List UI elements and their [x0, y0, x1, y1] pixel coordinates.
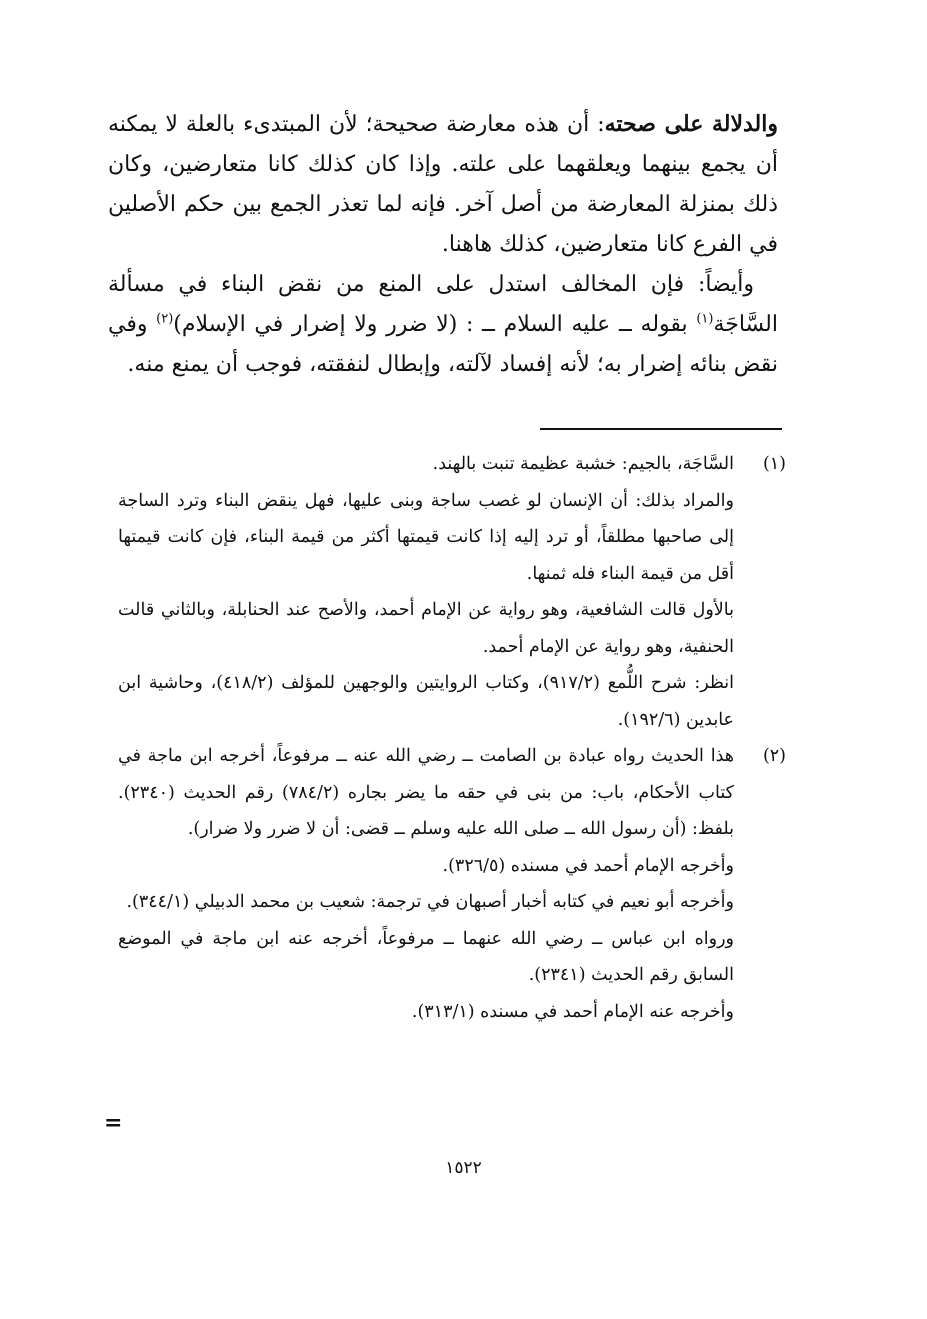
continuation-mark: =: [104, 1110, 123, 1136]
footnote-separator: [540, 428, 782, 430]
footnote-2: [118, 738, 786, 1030]
footnote-2-paragraph: وأخرجه عنه الإمام أحمد في مسنده (٣١٣/١).: [411, 1001, 734, 1022]
footnote-1-paragraph: والمراد بذلك: أن الإنسان لو غصب ساجة وبنى عليها، فهل ينقض البناء وترد الساجة إلى صاحبها مطلقاً، أو ترد إليه إذا كانت قيمتها أكثر من قيمة البناء، فإن كانت قيمتها أقل من قيمة البناء فله ثمنها.: [118, 490, 734, 584]
footnote-1-number: (١): [762, 454, 786, 474]
paragraph-2-text-a: وأيضاً: فإن المخالف استدل على المنع من نقض البناء في مسألة السَّاجَة: [108, 272, 778, 337]
page-number: ١٥٢٢: [445, 1158, 482, 1178]
footnote-1-paragraph: السَّاجَة، بالجيم: خشبة عظيمة تنبت بالهند.: [432, 454, 734, 474]
footnote-1: [118, 446, 786, 738]
paragraph-2-text-c: وفي نقض بنائه إضرار به؛ لأنه إفساد لآلته، وإبطال لنفقته، فوجب أن يمنع منه.: [108, 312, 778, 377]
paragraph-2-text-b: بقوله ــ عليه السلام ــ : (لا ضرر ولا إضرار في الإسلام): [173, 312, 697, 337]
footnote-1-paragraph: بالأول قالت الشافعية، وهو رواية عن الإمام أحمد، والأصح عند الحنابلة، وبالثاني قالت الحنفية، وهو رواية عن الإمام أحمد.: [118, 600, 734, 657]
paragraph-1-text: : أن هذه معارضة صحيحة؛ لأن المبتدىء بالعلة لا يمكنه أن يجمع بينهما ويعلقهما على علته. وإذا كان كذلك كانا متعارضين، وكان ذلك بمنزلة المعارضة من أصل آخر. فإنه لما تعذر الجمع بين حكم الأصلين في الفرع كانا متعارضين، كذلك هاهنا.: [108, 112, 778, 257]
paragraph-1-heading: والدلالة على صحته: [604, 111, 778, 137]
footnote-2-paragraph: هذا الحديث رواه عبادة بن الصامت ــ رضي الله عنه ــ مرفوعاً، أخرجه ابن ماجة في كتاب الأحكام، باب: من بنى في حقه ما يضر بجاره (٧٨٤/٢) رقم الحديث (٢٣٤٠). بلفظ: (أن رسول الله ــ صلى الله عليه وسلم ــ قضى: أن لا ضرر ولا ضرار).: [118, 746, 734, 839]
footnote-2-paragraph: وأخرجه الإمام أحمد في مسنده (٣٢٦/٥).: [442, 855, 734, 876]
footnote-2-paragraph: ورواه ابن عباس ــ رضي الله عنهما ــ مرفوعاً، أخرجه عنه ابن ماجة في الموضع السابق رقم الحديث (٢٣٤١).: [118, 928, 734, 985]
footnote-ref-2[interactable]: (٢): [156, 311, 174, 327]
footnote-1-paragraph: انظر: شرح اللُّمع (٩١٧/٢)، وكتاب الروايتين والوجهين للمؤلف (٤١٨/٢)، وحاشية ابن عابدين (١٩٢/٦).: [118, 673, 734, 730]
paragraph-2: [108, 265, 778, 385]
footnotes: [118, 446, 786, 1030]
footnote-1-body: [118, 446, 734, 738]
footnote-2-paragraph: وأخرجه أبو نعيم في كتابه أخبار أصبهان في ترجمة: شعيب بن محمد الدبيلي (٣٤٤/١).: [126, 892, 734, 912]
main-text: [108, 104, 778, 385]
footnote-2-number: (٢): [762, 746, 786, 766]
footnote-2-body: [118, 738, 734, 1030]
footnote-ref-1[interactable]: (١): [696, 311, 714, 327]
paragraph-1: [108, 104, 778, 265]
